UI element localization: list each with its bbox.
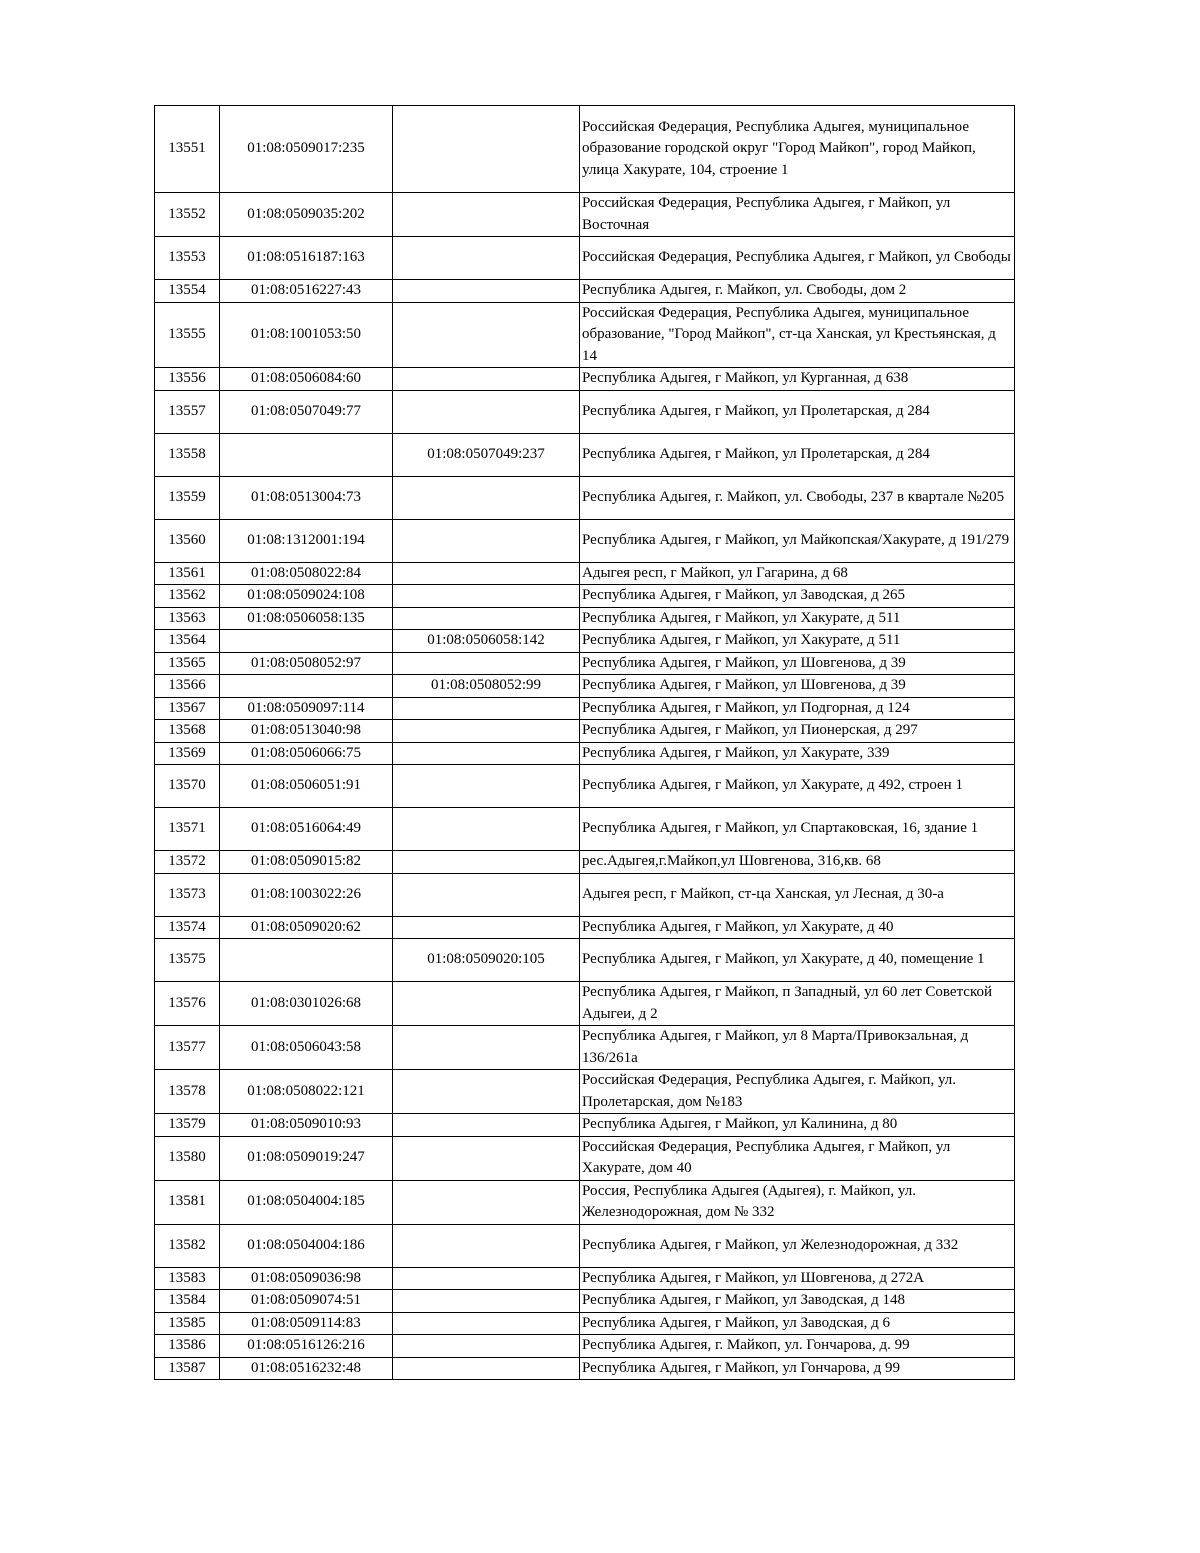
- table-row: [155, 607, 1015, 630]
- sub-cadastral-number-cell: [393, 1312, 580, 1335]
- table-row: [155, 1180, 1015, 1224]
- sub-cadastral-number-cell: [393, 1070, 580, 1114]
- sub-cadastral-number-cell: [393, 697, 580, 720]
- table-row: [155, 302, 1015, 368]
- table-row: [155, 1357, 1015, 1380]
- sub-cadastral-number-cell: [393, 982, 580, 1026]
- sub-cadastral-number-cell: [393, 1224, 580, 1267]
- row-number-cell: 13560: [155, 519, 220, 562]
- row-number-cell: 13558: [155, 433, 220, 476]
- row-number-cell: 13572: [155, 851, 220, 874]
- table-row: [155, 675, 1015, 698]
- sub-cadastral-number-cell: [393, 742, 580, 765]
- cadastral-number-cell: 01:08:0506084:60: [220, 368, 393, 391]
- address-cell: Республика Адыгея, г Майкоп, ул 8 Марта/Привокзальная, д 136/261а: [580, 1026, 1015, 1070]
- sub-cadastral-number-cell: [393, 652, 580, 675]
- row-number-cell: 13584: [155, 1290, 220, 1313]
- cadastral-number-cell: 01:08:0506051:91: [220, 765, 393, 808]
- table-row: [155, 720, 1015, 743]
- row-number-cell: 13556: [155, 368, 220, 391]
- row-number-cell: 13579: [155, 1114, 220, 1137]
- cadastral-number-cell: 01:08:0301026:68: [220, 982, 393, 1026]
- row-number-cell: 13581: [155, 1180, 220, 1224]
- address-cell: Российская Федерация, Республика Адыгея, г Майкоп, ул Свободы: [580, 237, 1015, 280]
- sub-cadastral-number-cell: [393, 476, 580, 519]
- row-number-cell: 13578: [155, 1070, 220, 1114]
- table-row: [155, 368, 1015, 391]
- address-cell: рес.Адыгея,г.Майкоп,ул Шовгенова, 316,кв. 68: [580, 851, 1015, 874]
- address-cell: Республика Адыгея, г Майкоп, ул Заводская, д 265: [580, 585, 1015, 608]
- table-row: [155, 1026, 1015, 1070]
- table-row: [155, 1267, 1015, 1290]
- cadastral-number-cell: [220, 630, 393, 653]
- address-cell: Российская Федерация, Республика Адыгея, муниципальное образование городской округ "Город Майкоп", город Майкоп, улица Хакурате, 104, строение 1: [580, 106, 1015, 193]
- row-number-cell: 13582: [155, 1224, 220, 1267]
- table-row: [155, 939, 1015, 982]
- cadastral-number-cell: 01:08:0509035:202: [220, 193, 393, 237]
- table-row: [155, 697, 1015, 720]
- cadastral-number-cell: 01:08:1003022:26: [220, 873, 393, 916]
- row-number-cell: 13570: [155, 765, 220, 808]
- registry-table-body: [155, 106, 1015, 1380]
- address-cell: Российская Федерация, Республика Адыгея, г Майкоп, ул Восточная: [580, 193, 1015, 237]
- table-row: [155, 1312, 1015, 1335]
- address-cell: Россия, Республика Адыгея (Адыгея), г. Майкоп, ул. Железнодорожная, дом № 332: [580, 1180, 1015, 1224]
- sub-cadastral-number-cell: [393, 368, 580, 391]
- address-cell: Республика Адыгея, г Майкоп, ул Пионерская, д 297: [580, 720, 1015, 743]
- address-cell: Республика Адыгея, г Майкоп, ул Хакурате, д 40, помещение 1: [580, 939, 1015, 982]
- address-cell: Республика Адыгея, г. Майкоп, ул. Свободы, 237 в квартале №205: [580, 476, 1015, 519]
- table-row: [155, 519, 1015, 562]
- cadastral-number-cell: [220, 675, 393, 698]
- sub-cadastral-number-cell: [393, 1180, 580, 1224]
- row-number-cell: 13555: [155, 302, 220, 368]
- sub-cadastral-number-cell: [393, 607, 580, 630]
- row-number-cell: 13586: [155, 1335, 220, 1358]
- table-row: [155, 916, 1015, 939]
- table-row: [155, 873, 1015, 916]
- row-number-cell: 13573: [155, 873, 220, 916]
- row-number-cell: 13569: [155, 742, 220, 765]
- table-row: [155, 476, 1015, 519]
- address-cell: Республика Адыгея, г Майкоп, ул Шовгенова, д 272А: [580, 1267, 1015, 1290]
- address-cell: Республика Адыгея, г Майкоп, ул Шовгенова, д 39: [580, 675, 1015, 698]
- row-number-cell: 13575: [155, 939, 220, 982]
- row-number-cell: 13566: [155, 675, 220, 698]
- cadastral-number-cell: 01:08:1312001:194: [220, 519, 393, 562]
- sub-cadastral-number-cell: [393, 302, 580, 368]
- sub-cadastral-number-cell: 01:08:0506058:142: [393, 630, 580, 653]
- address-cell: Республика Адыгея, г. Майкоп, ул. Гончарова, д. 99: [580, 1335, 1015, 1358]
- row-number-cell: 13565: [155, 652, 220, 675]
- sub-cadastral-number-cell: [393, 562, 580, 585]
- cadastral-number-cell: 01:08:0506043:58: [220, 1026, 393, 1070]
- address-cell: Республика Адыгея, г Майкоп, ул Калинина, д 80: [580, 1114, 1015, 1137]
- cadastral-number-cell: 01:08:0507049:77: [220, 390, 393, 433]
- address-cell: Республика Адыгея, г Майкоп, ул Заводская, д 148: [580, 1290, 1015, 1313]
- table-row: [155, 1290, 1015, 1313]
- address-cell: Республика Адыгея, г Майкоп, ул Шовгенова, д 39: [580, 652, 1015, 675]
- document-page: [154, 105, 1014, 1380]
- sub-cadastral-number-cell: [393, 1136, 580, 1180]
- row-number-cell: 13571: [155, 808, 220, 851]
- cadastral-number-cell: 01:08:0506066:75: [220, 742, 393, 765]
- table-row: [155, 1070, 1015, 1114]
- row-number-cell: 13574: [155, 916, 220, 939]
- sub-cadastral-number-cell: [393, 193, 580, 237]
- sub-cadastral-number-cell: [393, 765, 580, 808]
- row-number-cell: 13553: [155, 237, 220, 280]
- sub-cadastral-number-cell: [393, 1267, 580, 1290]
- address-cell: Республика Адыгея, г Майкоп, ул Гончарова, д 99: [580, 1357, 1015, 1380]
- table-row: [155, 237, 1015, 280]
- cadastral-number-cell: 01:08:0508052:97: [220, 652, 393, 675]
- sub-cadastral-number-cell: [393, 1335, 580, 1358]
- row-number-cell: 13562: [155, 585, 220, 608]
- table-row: [155, 742, 1015, 765]
- sub-cadastral-number-cell: [393, 1026, 580, 1070]
- cadastral-number-cell: 01:08:0509074:51: [220, 1290, 393, 1313]
- address-cell: Республика Адыгея, г Майкоп, ул Хакурате, д 492, строен 1: [580, 765, 1015, 808]
- row-number-cell: 13559: [155, 476, 220, 519]
- row-number-cell: 13564: [155, 630, 220, 653]
- sub-cadastral-number-cell: [393, 851, 580, 874]
- cadastral-number-cell: [220, 433, 393, 476]
- address-cell: Республика Адыгея, г Майкоп, ул Хакурате, д 40: [580, 916, 1015, 939]
- sub-cadastral-number-cell: 01:08:0509020:105: [393, 939, 580, 982]
- cadastral-number-cell: 01:08:0516064:49: [220, 808, 393, 851]
- cadastral-number-cell: 01:08:0509019:247: [220, 1136, 393, 1180]
- cadastral-number-cell: 01:08:0509097:114: [220, 697, 393, 720]
- table-row: [155, 562, 1015, 585]
- cadastral-number-cell: 01:08:0504004:185: [220, 1180, 393, 1224]
- row-number-cell: 13583: [155, 1267, 220, 1290]
- row-number-cell: 13568: [155, 720, 220, 743]
- sub-cadastral-number-cell: [393, 1357, 580, 1380]
- address-cell: Республика Адыгея, г Майкоп, ул Подгорная, д 124: [580, 697, 1015, 720]
- cadastral-number-cell: 01:08:0509010:93: [220, 1114, 393, 1137]
- table-row: [155, 808, 1015, 851]
- cadastral-number-cell: 01:08:0509036:98: [220, 1267, 393, 1290]
- address-cell: Республика Адыгея, г Майкоп, ул Хакурате, д 511: [580, 607, 1015, 630]
- row-number-cell: 13576: [155, 982, 220, 1026]
- table-row: [155, 1136, 1015, 1180]
- table-row: [155, 1335, 1015, 1358]
- row-number-cell: 13580: [155, 1136, 220, 1180]
- sub-cadastral-number-cell: [393, 1290, 580, 1313]
- cadastral-number-cell: 01:08:0509114:83: [220, 1312, 393, 1335]
- sub-cadastral-number-cell: [393, 519, 580, 562]
- sub-cadastral-number-cell: [393, 237, 580, 280]
- address-cell: Республика Адыгея, г Майкоп, ул Заводская, д 6: [580, 1312, 1015, 1335]
- sub-cadastral-number-cell: 01:08:0508052:99: [393, 675, 580, 698]
- cadastral-number-cell: 01:08:0506058:135: [220, 607, 393, 630]
- cadastral-number-cell: 01:08:0516232:48: [220, 1357, 393, 1380]
- table-row: [155, 630, 1015, 653]
- address-cell: Российская Федерация, Республика Адыгея, г Майкоп, ул Хакурате, дом 40: [580, 1136, 1015, 1180]
- table-row: [155, 106, 1015, 193]
- sub-cadastral-number-cell: [393, 916, 580, 939]
- address-cell: Адыгея респ, г Майкоп, ст-ца Ханская, ул Лесная, д 30-а: [580, 873, 1015, 916]
- cadastral-number-cell: 01:08:0504004:186: [220, 1224, 393, 1267]
- table-row: [155, 1224, 1015, 1267]
- cadastral-number-cell: 01:08:0516227:43: [220, 280, 393, 303]
- cadastral-number-cell: 01:08:0508022:84: [220, 562, 393, 585]
- cadastral-number-cell: 01:08:0516187:163: [220, 237, 393, 280]
- row-number-cell: 13577: [155, 1026, 220, 1070]
- cadastral-number-cell: 01:08:0513004:73: [220, 476, 393, 519]
- cadastral-number-cell: 01:08:1001053:50: [220, 302, 393, 368]
- row-number-cell: 13554: [155, 280, 220, 303]
- table-row: [155, 585, 1015, 608]
- sub-cadastral-number-cell: [393, 280, 580, 303]
- cadastral-number-cell: 01:08:0509020:62: [220, 916, 393, 939]
- row-number-cell: 13585: [155, 1312, 220, 1335]
- table-row: [155, 1114, 1015, 1137]
- cadastral-number-cell: [220, 939, 393, 982]
- table-row: [155, 280, 1015, 303]
- sub-cadastral-number-cell: 01:08:0507049:237: [393, 433, 580, 476]
- table-row: [155, 851, 1015, 874]
- table-row: [155, 433, 1015, 476]
- row-number-cell: 13563: [155, 607, 220, 630]
- cadastral-number-cell: 01:08:0509017:235: [220, 106, 393, 193]
- row-number-cell: 13552: [155, 193, 220, 237]
- sub-cadastral-number-cell: [393, 720, 580, 743]
- address-cell: Российская Федерация, Республика Адыгея, муниципальное образование, "Город Майкоп", ст-ца Ханская, ул Крестьянская, д 14: [580, 302, 1015, 368]
- sub-cadastral-number-cell: [393, 585, 580, 608]
- address-cell: Российская Федерация, Республика Адыгея, г. Майкоп, ул. Пролетарская, дом №183: [580, 1070, 1015, 1114]
- address-cell: Республика Адыгея, г Майкоп, ул Спартаковская, 16, здание 1: [580, 808, 1015, 851]
- address-cell: Республика Адыгея, г Майкоп, ул Курганная, д 638: [580, 368, 1015, 391]
- cadastral-number-cell: 01:08:0516126:216: [220, 1335, 393, 1358]
- cadastral-number-cell: 01:08:0509024:108: [220, 585, 393, 608]
- row-number-cell: 13587: [155, 1357, 220, 1380]
- sub-cadastral-number-cell: [393, 1114, 580, 1137]
- address-cell: Республика Адыгея, г. Майкоп, ул. Свободы, дом 2: [580, 280, 1015, 303]
- address-cell: Республика Адыгея, г Майкоп, ул Железнодорожная, д 332: [580, 1224, 1015, 1267]
- address-cell: Республика Адыгея, г Майкоп, ул Пролетарская, д 284: [580, 433, 1015, 476]
- sub-cadastral-number-cell: [393, 873, 580, 916]
- cadastral-number-cell: 01:08:0513040:98: [220, 720, 393, 743]
- table-row: [155, 652, 1015, 675]
- table-row: [155, 765, 1015, 808]
- sub-cadastral-number-cell: [393, 808, 580, 851]
- address-cell: Республика Адыгея, г Майкоп, ул Майкопская/Хакурате, д 191/279: [580, 519, 1015, 562]
- address-cell: Республика Адыгея, г Майкоп, ул Хакурате, 339: [580, 742, 1015, 765]
- address-cell: Республика Адыгея, г Майкоп, п Западный, ул 60 лет Советской Адыгеи, д 2: [580, 982, 1015, 1026]
- row-number-cell: 13561: [155, 562, 220, 585]
- row-number-cell: 13551: [155, 106, 220, 193]
- cadastral-number-cell: 01:08:0509015:82: [220, 851, 393, 874]
- address-cell: Республика Адыгея, г Майкоп, ул Хакурате, д 511: [580, 630, 1015, 653]
- address-cell: Республика Адыгея, г Майкоп, ул Пролетарская, д 284: [580, 390, 1015, 433]
- table-row: [155, 982, 1015, 1026]
- sub-cadastral-number-cell: [393, 106, 580, 193]
- sub-cadastral-number-cell: [393, 390, 580, 433]
- row-number-cell: 13567: [155, 697, 220, 720]
- cadastral-number-cell: 01:08:0508022:121: [220, 1070, 393, 1114]
- address-cell: Адыгея респ, г Майкоп, ул Гагарина, д 68: [580, 562, 1015, 585]
- property-registry-table: [154, 105, 1015, 1380]
- row-number-cell: 13557: [155, 390, 220, 433]
- table-row: [155, 390, 1015, 433]
- table-row: [155, 193, 1015, 237]
